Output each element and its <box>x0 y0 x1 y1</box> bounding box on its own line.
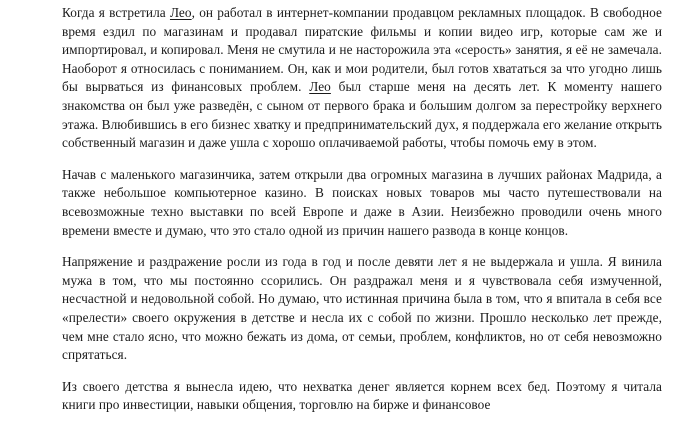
text-run: Напряжение и раздражение росли из года в год и после девяти лет я не выдержала и ушла. Я винила мужа в том, что мы постоянно ссорились. Он раздражал меня и я чувствовала себя измученной, несчастной и недовольной собой. Но думаю, что истинная причина была в том, что я впитала в себя все «прелести» своего окружения в детстве и несла их с собой по жизни. Прошло несколько лет прежде, чем мне стало ясно, что можно бежать из дома, от семьи, проблем, конфликтов, но от себя невозможно спрятаться. <box>62 254 662 363</box>
paragraph <box>62 4 662 153</box>
text-run: Из своего детства я вынесла идею, что нехватка денег является корнем всех бед. Поэтому я читала книги про инвестиции, навыки общения, торговлю на бирже и финансовое <box>62 378 662 413</box>
text-run: Начав с маленького магазинчика, затем открыли два огромных магазина в лучших районах Мадрида, а также небольшое компьютерное казино. В поисках новых товаров мы часто путешествовали на всевозможные техно выставки по всей Европе и даже в Азии. Неизбежно проводили очень много времени вместе и думаю, что это стало одной из причин нашего развода в конце концов. <box>62 166 662 238</box>
text-run: , он работал в интернет-компании продавцом рекламных площадок. В свободное время ездил по магазинам и продавал пиратские фильмы и копии видео игр, которые сам же и импортировал, и копировал. Меня не смутила и не насторожила эта «серость» занятия, я её не замечала. Наоборот я относилась с пониманием. Он, как и мои родители, был готов хвататься за что угодно лишь бы вырваться из финансовых проблем. <box>62 5 662 95</box>
text-run-underlined: Лео <box>169 5 192 20</box>
paragraph <box>62 253 662 365</box>
text-run: Когда я встретила <box>62 5 170 20</box>
text-run-underlined: Лео <box>309 79 331 95</box>
paragraph <box>62 166 662 240</box>
paragraph <box>62 378 662 415</box>
text-run: был старше меня на десять лет. К моменту нашего знакомства он был уже разведён, с сыном от первого брака и большим долгом за перестройку верхнего этажа. Влюбившись в его бизнес хватку и предпринимательский дух, я поддержала его желание открыть собственный магазин и даже ушла с хорошо оплачиваемой работы, чтобы помочь ему в этом. <box>62 79 663 151</box>
